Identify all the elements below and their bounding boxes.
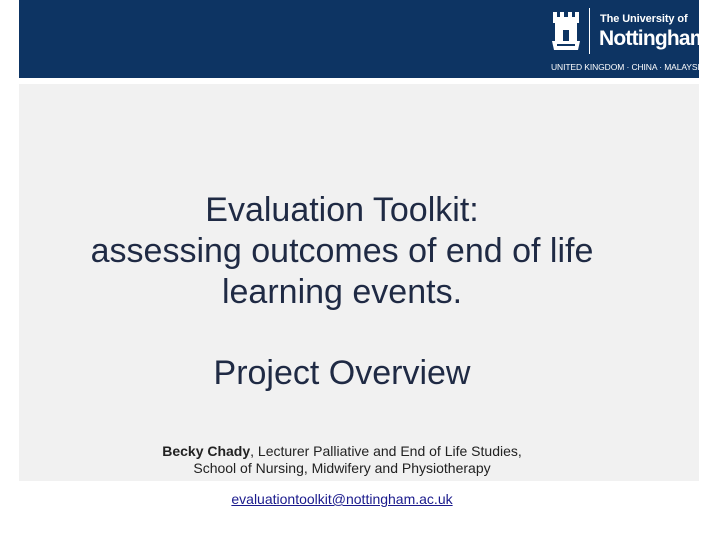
slide-subtitle: Project Overview	[213, 354, 471, 392]
author-role-line2: School of Nursing, Midwifery and Physiotherapy	[193, 460, 491, 476]
university-logo	[549, 4, 709, 74]
castle-crest-icon	[551, 8, 581, 54]
logo-divider	[589, 8, 590, 54]
logo-locations: UNITED KINGDOM · CHINA · MALAYSIA	[551, 62, 706, 72]
author-role-line1: , Lecturer Palliative and End of Life Studies,	[250, 443, 522, 459]
slide-title	[30, 190, 654, 313]
author-name: Becky Chady	[162, 443, 251, 459]
author-credit	[90, 443, 594, 477]
title-line-2: assessing outcomes of end of life	[90, 232, 594, 270]
title-line-3: learning events.	[221, 273, 463, 311]
header-bar	[19, 0, 708, 78]
email-link[interactable]: evaluationtoolkit@nottingham.ac.uk	[231, 491, 453, 507]
contact-email	[140, 491, 544, 508]
logo-text-line1: The University of	[600, 13, 688, 25]
logo-text-line2: Nottingham	[599, 27, 708, 50]
title-line-1: Evaluation Toolkit:	[205, 191, 479, 229]
